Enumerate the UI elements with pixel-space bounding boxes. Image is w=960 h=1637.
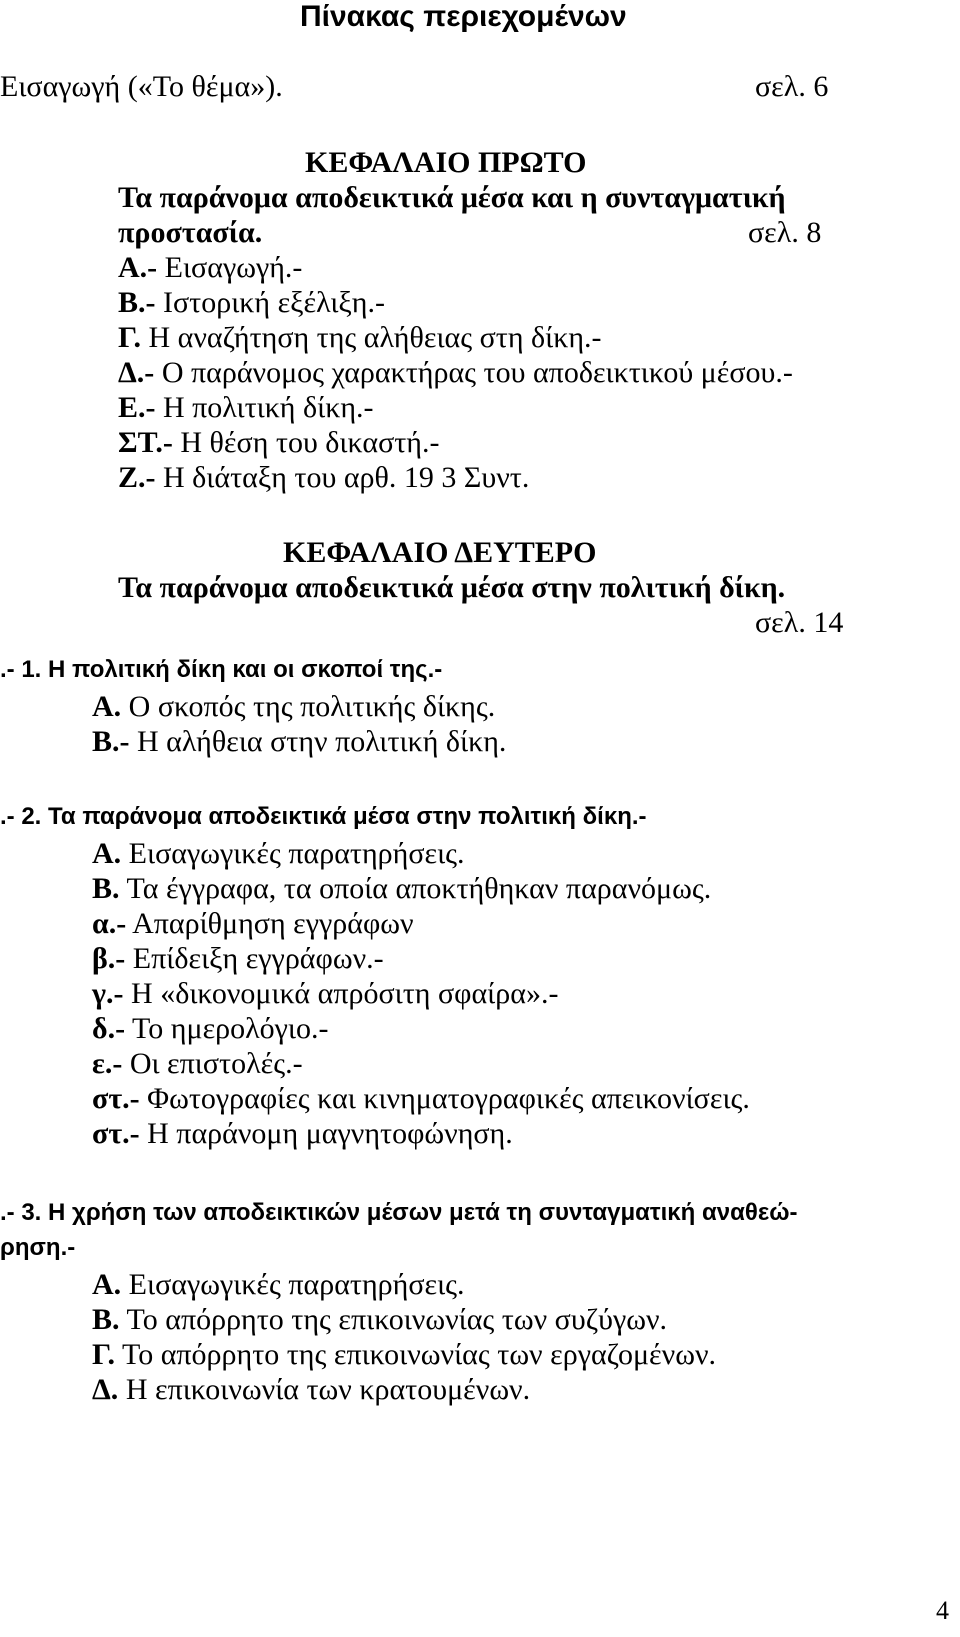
- toc-entry: β.- Επίδειξη εγγράφων.-: [92, 942, 384, 975]
- toc-entry: Γ. Η αναζήτηση της αλήθειας στη δίκη.-: [118, 321, 602, 354]
- section-heading: .- 3. Η χρήση των αποδεικτικών μέσων μετά τη συνταγματική αναθεώ-: [0, 1199, 798, 1226]
- toc-entry: γ.- Η «δικονομικά απρόσιτη σφαίρα».-: [92, 977, 559, 1010]
- toc-entry: Α. Εισαγωγικές παρατηρήσεις.: [92, 837, 465, 870]
- toc-page-ref: σελ. 14: [755, 606, 844, 639]
- toc-page-ref: σελ. 6: [755, 70, 829, 103]
- page-title: Πίνακας περιεχομένων: [300, 0, 627, 33]
- toc-entry: α.- Απαρίθμηση εγγράφων: [92, 907, 414, 940]
- section-heading: .- 1. Η πολιτική δίκη και οι σκοποί της.-: [0, 656, 443, 683]
- toc-entry: ε.- Οι επιστολές.-: [92, 1047, 303, 1080]
- chapter-heading: ΚΕΦΑΛΑΙΟ ΔΕΥΤΕΡΟ: [283, 536, 597, 569]
- toc-entry: Γ. Το απόρρητο της επικοινωνίας των εργαζομένων.: [92, 1338, 717, 1371]
- toc-entry: Α. Ο σκοπός της πολιτικής δίκης.: [92, 690, 496, 723]
- toc-entry: στ.- Φωτογραφίες και κινηματογραφικές απεικονίσεις.: [92, 1082, 750, 1115]
- toc-entry: ΣΤ.- Η θέση του δικαστή.-: [118, 426, 440, 459]
- toc-page-ref: σελ. 8: [748, 216, 822, 249]
- toc-entry: Β. Τα έγγραφα, τα οποία αποκτήθηκαν παρανόμως.: [92, 872, 712, 905]
- chapter-title: Τα παράνομα αποδεικτικά μέσα στην πολιτική δίκη.: [118, 571, 786, 604]
- toc-entry: Α. Εισαγωγικές παρατηρήσεις.: [92, 1268, 465, 1301]
- toc-entry: Δ. Η επικοινωνία των κρατουμένων.: [92, 1373, 531, 1406]
- toc-entry-intro: Εισαγωγή («Το θέμα»).: [0, 70, 283, 103]
- toc-entry: Β.- Η αλήθεια στην πολιτική δίκη.: [92, 725, 507, 758]
- section-heading: ρηση.-: [0, 1234, 76, 1261]
- toc-entry: Ζ.- Η διάταξη του αρθ. 19 3 Συντ.: [118, 461, 530, 494]
- page-number: 4: [936, 1596, 949, 1625]
- chapter-title: Τα παράνομα αποδεικτικά μέσα και η συνταγματική: [118, 181, 786, 214]
- toc-entry: Δ.- Ο παράνομος χαρακτήρας του αποδεικτικού μέσου.-: [118, 356, 793, 389]
- toc-entry: Α.- Εισαγωγή.-: [118, 251, 303, 284]
- chapter-title: προστασία.: [118, 216, 263, 249]
- toc-entry: στ.- Η παράνομη μαγνητοφώνηση.: [92, 1117, 513, 1150]
- toc-entry: Ε.- Η πολιτική δίκη.-: [118, 391, 374, 424]
- toc-entry: Β.- Ιστορική εξέλιξη.-: [118, 286, 385, 319]
- chapter-heading: ΚΕΦΑΛΑΙΟ ΠΡΩΤΟ: [305, 146, 587, 179]
- section-heading: .- 2. Τα παράνομα αποδεικτικά μέσα στην πολιτική δίκη.-: [0, 803, 647, 830]
- toc-entry: Β. Το απόρρητο της επικοινωνίας των συζύγων.: [92, 1303, 668, 1336]
- toc-entry: δ.- Το ημερολόγιο.-: [92, 1012, 329, 1045]
